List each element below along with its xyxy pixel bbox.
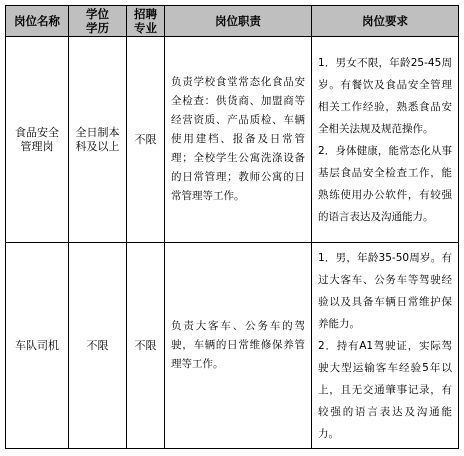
requirement-item: 2．持有A1驾驶证，实际驾驶大型运输客车经验5年以上，且无交通肇事记录，有较强的语言表达及沟通能力。	[318, 339, 452, 440]
requirements-cell	[312, 37, 459, 243]
duties-cell: 负责大客车、公务车的驾驶，车辆的日常维修保养管理等工作。	[165, 243, 312, 449]
major-cell: 不限	[127, 37, 165, 243]
header-requirements: 岗位要求	[312, 6, 459, 37]
position-cell: 车队司机	[6, 243, 69, 449]
education-line1: 全日制本	[75, 125, 120, 139]
major-cell: 不限	[127, 243, 165, 449]
requirement-item: 1．男，年龄35-50周岁。有过大客车、公务车等驾驶经验以及具备车辆日常维护保养能力。	[318, 251, 452, 330]
header-education-line1: 学位	[86, 7, 109, 21]
header-position: 岗位名称	[6, 6, 69, 37]
header-duties: 岗位职责	[165, 6, 312, 37]
header-major	[127, 6, 165, 37]
header-major-line2: 专业	[134, 21, 157, 35]
position-line2: 管理岗	[20, 139, 54, 153]
education-line2: 科及以上	[75, 139, 120, 153]
position-line1: 食品安全	[15, 125, 59, 139]
duties-cell: 负责学校食堂常态化食品安全检查：供货商、加盟商等经营资质、产品质检、车辆使用建档、报备及日常管理；全校学生公寓洗涤设备的日常管理；教师公寓的日常管理等工作。	[165, 37, 312, 243]
requirements-cell	[312, 243, 459, 449]
table-header-row	[6, 6, 459, 37]
table-row	[6, 37, 459, 243]
table-row	[6, 243, 459, 449]
requirement-item: 2．身体健康，能常态化从事基层食品安全检查工作，能熟练使用办公软件，有较强的语言表达及沟通能力。	[318, 144, 452, 223]
header-education-line2: 学历	[86, 21, 109, 35]
header-education	[69, 6, 127, 37]
education-cell: 不限	[69, 243, 127, 449]
requirement-item: 1．男女不限，年龄25-45周岁。有餐饮及食品安全管理相关工作经验，熟悉食品安全相关法规及规范操作。	[318, 56, 452, 135]
header-major-line1: 招聘	[134, 7, 157, 21]
job-table	[5, 5, 459, 449]
education-cell	[69, 37, 127, 243]
position-cell	[6, 37, 69, 243]
